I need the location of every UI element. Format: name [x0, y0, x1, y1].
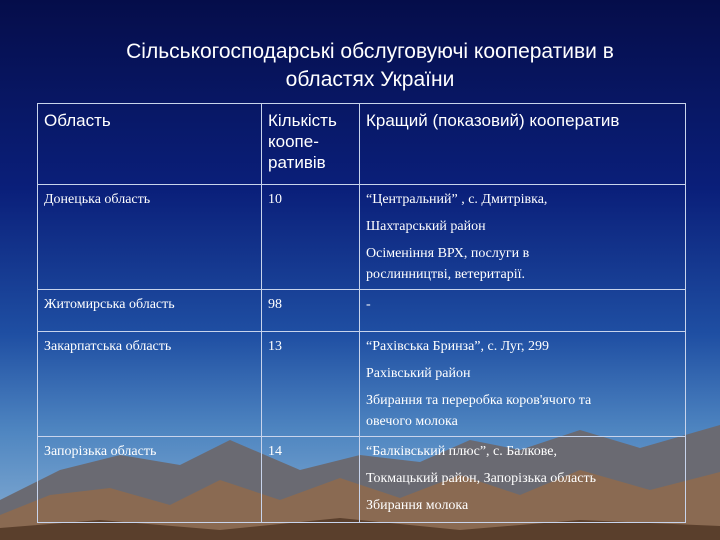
cell-line: Рахівський район: [366, 366, 471, 381]
cell-region: Закарпатська область: [38, 332, 262, 437]
cell-count: 98: [262, 290, 360, 332]
header-region: Область: [38, 104, 262, 185]
cell-line: Осіменіння ВРХ, послуги в: [366, 246, 530, 261]
cell-line: Збирання молока: [366, 498, 469, 513]
cell-line: овечого молока: [366, 414, 458, 429]
cell-line: Шахтарський район: [366, 219, 486, 234]
cell-line: “Балківський плюс”, с. Балкове,: [366, 444, 557, 459]
table-row: [38, 332, 686, 437]
cell-line: “Центральний” , с. Дмитрівка,: [366, 192, 548, 207]
cell-line: Токмацький район, Запорізька область: [366, 471, 596, 486]
cell-region: Донецька область: [38, 185, 262, 290]
slide-title: [60, 38, 680, 94]
header-best-cooperative: Кращий (показовий) кооператив: [360, 104, 686, 185]
header-count: Кількість коопе-ративів: [262, 104, 360, 185]
cell-line: “Рахівська Бринза”, с. Луг, 299: [366, 339, 550, 354]
table-header-row: [38, 104, 686, 185]
cell-best-cooperative: [360, 332, 686, 437]
cell-best-cooperative: [360, 185, 686, 290]
cell-count: 14: [262, 437, 360, 523]
cell-region: Житомирська область: [38, 290, 262, 332]
cell-line: -: [366, 297, 371, 312]
cooperatives-table: [37, 103, 686, 523]
slide-title-line-2: областях України: [285, 68, 455, 91]
cell-best-cooperative: [360, 437, 686, 523]
slide-title-line-1: Сільськогосподарські обслуговуючі кооперативи в: [126, 40, 614, 63]
cell-count: 13: [262, 332, 360, 437]
cell-region: Запорізька область: [38, 437, 262, 523]
table-row: [38, 185, 686, 290]
table-row: [38, 290, 686, 332]
cell-line: Збирання та переробка коров'ячого та: [366, 393, 592, 408]
cell-line: рослинництві, ветеритарії.: [366, 267, 525, 282]
cell-count: 10: [262, 185, 360, 290]
table-row: [38, 437, 686, 523]
cell-best-cooperative: [360, 290, 686, 332]
